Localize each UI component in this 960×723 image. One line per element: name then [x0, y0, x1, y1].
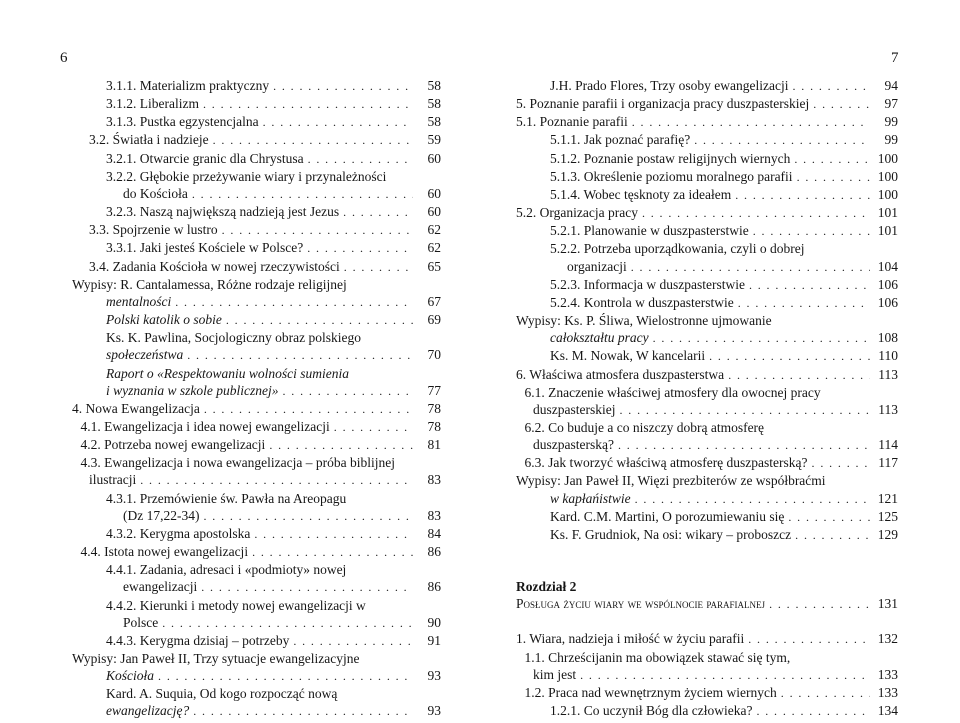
toc-entry [72, 650, 441, 667]
toc-page-number: 83 [427, 472, 441, 488]
toc-entry-title: 4.4.3. Kerygma dzisiaj – potrzeby [106, 632, 290, 648]
toc-entry-title: Polsce [123, 614, 159, 630]
toc-page-number: 84 [427, 525, 441, 541]
spacer [516, 561, 898, 578]
toc-entry [516, 366, 898, 384]
toc-entry [72, 454, 441, 471]
toc-entry [72, 276, 441, 293]
toc-entry-title: Kościoła [106, 668, 155, 684]
toc-entry [72, 203, 441, 221]
toc-page-number: 59 [427, 132, 441, 148]
toc-entry [72, 578, 441, 596]
toc-entry-title: 5.1.1. Jak poznać parafię? [550, 132, 691, 148]
right-page-number: 7 [891, 50, 899, 66]
toc-entry-title: ilustracji [89, 472, 137, 488]
toc-leader-dots [735, 187, 870, 204]
toc-entry-title: 3.1.2. Liberalizm [106, 96, 199, 112]
toc-leader-dots [709, 348, 870, 365]
toc-entry-title: społeczeństwa [106, 347, 184, 363]
toc-page-number: 106 [877, 276, 898, 292]
toc-page-number: 101 [877, 223, 898, 239]
toc-entry-title: 5.1. Poznanie parafii [516, 114, 628, 130]
toc-entry-title: organizacji [567, 258, 627, 274]
toc-entry-title: (Dz 17,22-34) [123, 507, 200, 523]
left-page-number: 6 [60, 50, 68, 66]
toc-leader-dots [226, 312, 413, 329]
toc-leader-dots [158, 668, 413, 685]
toc-entry-title: Polski katolik o sobie [106, 312, 222, 328]
toc-entry [72, 239, 441, 257]
toc-entry [72, 471, 441, 489]
toc-leader-dots [619, 402, 870, 419]
toc-entry [72, 667, 441, 685]
toc-page-number: 113 [878, 401, 898, 417]
toc-page-number: 131 [877, 596, 898, 612]
toc-leader-dots [187, 347, 413, 364]
toc-entry-title: 5.2.2. Potrzeba uporządkowania, czyli o dobrej [550, 241, 805, 257]
toc-page-number: 81 [427, 437, 441, 453]
left-page-toc [72, 77, 441, 721]
toc-entry-title: 3.2.2. Głębokie przeżywanie wiary i przynależności [106, 168, 387, 184]
toc-leader-dots [812, 455, 870, 472]
toc-entry-title: duszpasterską? [533, 437, 614, 453]
toc-leader-dots [343, 204, 413, 221]
toc-leader-dots [797, 169, 870, 186]
toc-leader-dots [334, 419, 413, 436]
toc-leader-dots [728, 367, 870, 384]
toc-entry [516, 454, 898, 472]
toc-entry [72, 400, 441, 418]
toc-entry [516, 168, 898, 186]
toc-entry-title: 1. Wiara, nadzieja i miłość w życiu parafii [516, 631, 745, 647]
toc-entry-title: 4.4. Istota nowej ewangelizacji [80, 544, 249, 560]
toc-page-number: 65 [427, 258, 441, 274]
toc-entry [72, 346, 441, 364]
toc-leader-dots [792, 78, 870, 95]
toc-entry [72, 221, 441, 239]
toc-entry-title: 5.1.4. Wobec tęsknoty za ideałem [550, 186, 732, 202]
toc-entry-title: Posługa życiu wiary we wspólnocie parafialnej [516, 596, 766, 612]
toc-page-number: 99 [884, 114, 898, 130]
toc-entry [516, 95, 898, 113]
toc-leader-dots [204, 401, 413, 418]
toc-entry-title: Kard. C.M. Martini, O porozumiewaniu się [550, 508, 785, 524]
toc-entry [516, 150, 898, 168]
toc-page-number: 62 [427, 240, 441, 256]
toc-entry [72, 614, 441, 632]
toc-page-number: 133 [877, 666, 898, 682]
toc-entry [516, 329, 898, 347]
toc-page-number: 108 [877, 330, 898, 346]
toc-page-number: 101 [877, 205, 898, 221]
toc-entry-title: 3.3.1. Jaki jesteś Kościele w Polsce? [106, 240, 304, 256]
toc-entry-title: mentalności [106, 293, 172, 309]
toc-entry [72, 258, 441, 276]
toc-page-number: 94 [884, 78, 898, 93]
toc-leader-dots [283, 383, 414, 400]
toc-entry [516, 384, 898, 401]
toc-entry-title: Wypisy: Ks. P. Śliwa, Wielostronne ujmowanie [516, 313, 772, 329]
toc-leader-dots [632, 114, 870, 131]
toc-entry-title: w kapłańistwie [550, 490, 631, 506]
toc-leader-dots [635, 491, 870, 508]
toc-leader-dots [254, 526, 413, 543]
toc-leader-dots [222, 222, 413, 239]
toc-leader-dots [140, 472, 413, 489]
toc-entry [516, 419, 898, 436]
toc-entry-title: Ks. K. Pawlina, Socjologiczny obraz polskiego [106, 330, 361, 346]
toc-entry-title: 3.4. Zadania Kościoła w nowej rzeczywistości [89, 258, 340, 274]
toc-page-number: 121 [877, 490, 898, 506]
toc-page-number: 91 [427, 632, 441, 648]
toc-entry [516, 113, 898, 131]
toc-leader-dots [269, 437, 413, 454]
toc-entry-title: 5.2.3. Informacja w duszpasterstwie [550, 276, 745, 292]
toc-leader-dots [203, 508, 413, 525]
toc-leader-dots [781, 685, 870, 702]
toc-page-number: 125 [877, 508, 898, 524]
toc-entry-title: Kard. A. Suquia, Od kogo rozpocząć nową [106, 686, 338, 702]
toc-entry-title: 3.1.1. Materializm praktyczny [106, 78, 270, 93]
toc-leader-dots [308, 151, 413, 168]
toc-entry [72, 525, 441, 543]
toc-leader-dots [642, 205, 870, 222]
toc-leader-dots [580, 667, 870, 684]
toc-page-number: 58 [427, 78, 441, 93]
toc-leader-dots [213, 132, 413, 149]
toc-entry [72, 95, 441, 113]
toc-entry-title: 3.2.1. Otwarcie granic dla Chrystusa [106, 150, 304, 166]
toc-entry [516, 401, 898, 419]
toc-leader-dots [748, 631, 870, 648]
toc-entry [72, 507, 441, 525]
toc-entry [516, 490, 898, 508]
toc-entry-title: 5.2.1. Planowanie w duszpasterstwie [550, 223, 749, 239]
toc-entry-title: 6. Właściwa atmosfera duszpasterstwa [516, 366, 725, 382]
toc-page-number: 106 [877, 294, 898, 310]
toc-entry-title: 3.3. Spojrzenie w lustro [89, 222, 218, 238]
toc-entry [516, 472, 898, 489]
toc-page-number: 100 [877, 168, 898, 184]
toc-entry-title: 5.1.2. Poznanie postaw religijnych wiernych [550, 150, 791, 166]
toc-leader-dots [203, 96, 413, 113]
toc-entry-title: kim jest [533, 666, 577, 682]
toc-entry-title: 4. Nowa Ewangelizacja [72, 400, 200, 416]
toc-entry [72, 436, 441, 454]
toc-leader-dots [653, 330, 870, 347]
toc-page-number: 133 [877, 684, 898, 700]
chapter-title [516, 595, 898, 613]
toc-entry-title: 3.1.3. Pustka egzystencjalna [106, 114, 259, 130]
toc-entry [516, 258, 898, 276]
toc-leader-dots [756, 703, 870, 720]
toc-entry-title: 6.2. Co buduje a co niszczy dobrą atmosferę [524, 419, 765, 435]
toc-entry [72, 561, 441, 578]
toc-leader-dots [193, 703, 413, 720]
toc-entry [72, 185, 441, 203]
toc-entry [72, 168, 441, 185]
toc-entry-title: 6.3. Jak tworzyć właściwą atmosferę duszpasterską? [524, 455, 808, 471]
toc-entry-title: 3.2. Światła i nadzieje [89, 132, 209, 148]
toc-page-number: 62 [427, 222, 441, 238]
toc-entry-title: 6.1. Znaczenie właściwej atmosfery dla owocnej pracy [524, 384, 821, 400]
spacer [516, 544, 898, 561]
toc-entry [72, 382, 441, 400]
toc-entry [72, 490, 441, 507]
toc-page-number: 100 [877, 150, 898, 166]
toc-leader-dots [307, 240, 413, 257]
toc-entry-title: 4.1. Ewangelizacja i idea nowej ewangelizacji [80, 418, 330, 434]
toc-entry [516, 630, 898, 648]
toc-leader-dots [694, 132, 870, 149]
toc-entry-title: 5. Poznanie parafii i organizacja pracy duszpasterskiej [516, 96, 810, 112]
toc-page-number: 129 [877, 526, 898, 542]
toc-entry [516, 77, 898, 95]
toc-entry [516, 702, 898, 720]
toc-leader-dots [769, 596, 870, 613]
toc-page-number: 58 [427, 114, 441, 130]
toc-leader-dots [753, 223, 870, 240]
toc-entry [72, 293, 441, 311]
toc-leader-dots [252, 544, 413, 561]
toc-leader-dots [263, 114, 413, 131]
chapter-heading [516, 578, 898, 595]
toc-entry-title: ewangelizacji [123, 579, 198, 595]
toc-entry [516, 436, 898, 454]
toc-leader-dots [795, 527, 870, 544]
toc-leader-dots [162, 615, 413, 632]
toc-page-number: 77 [427, 382, 441, 398]
toc-page-number: 60 [427, 185, 441, 201]
toc-page-number: 86 [427, 579, 441, 595]
toc-entry-title: całokształtu pracy [550, 330, 649, 346]
toc-entry-title: 1.2. Praca nad wewnętrznym życiem wiernych [524, 684, 777, 700]
toc-entry-title: 5.2. Organizacja pracy [516, 205, 638, 221]
toc-entry [72, 131, 441, 149]
toc-entry-title: Rozdział 2 [516, 579, 577, 595]
toc-page-number: 110 [878, 348, 898, 364]
toc-entry-title: Raport o «Respektowaniu wolności sumienia [106, 365, 349, 381]
toc-entry [516, 294, 898, 312]
toc-entry-title: 5.2.4. Kontrola w duszpasterstwie [550, 294, 734, 310]
toc-entry [516, 312, 898, 329]
toc-page-number: 67 [427, 293, 441, 309]
toc-entry-title: 5.1.3. Określenie poziomu moralnego parafii [550, 168, 793, 184]
toc-page-number: 100 [877, 186, 898, 202]
toc-leader-dots [788, 509, 870, 526]
toc-entry-title: 4.3.1. Przemówienie św. Pawła na Areopagu [106, 490, 347, 506]
toc-leader-dots [192, 186, 413, 203]
toc-page-number: 90 [427, 614, 441, 630]
toc-entry-title: i wyznania w szkole publicznej» [106, 382, 279, 398]
toc-entry-title: Wypisy: Jan Paweł II, Więzi prezbiterów ze współbraćmi [516, 473, 826, 489]
toc-entry [72, 365, 441, 382]
toc-entry-title: Ks. M. Nowak, W kancelarii [550, 348, 706, 364]
toc-page-number: 60 [427, 150, 441, 166]
toc-entry-title: Wypisy: R. Cantalamessa, Różne rodzaje religijnej [72, 276, 347, 292]
toc-entry-title: Wypisy: Jan Paweł II, Trzy sytuacje ewangelizacyjne [72, 651, 360, 666]
toc-entry [72, 702, 441, 720]
toc-entry [516, 204, 898, 222]
toc-entry [72, 543, 441, 561]
toc-entry [72, 329, 441, 346]
toc-page-number: 93 [427, 668, 441, 684]
toc-entry [72, 77, 441, 95]
toc-page-number: 132 [877, 631, 898, 647]
toc-leader-dots [631, 259, 870, 276]
toc-entry [516, 508, 898, 526]
toc-entry [72, 418, 441, 436]
toc-entry [516, 131, 898, 149]
toc-page-number: 99 [884, 132, 898, 148]
toc-page-number: 86 [427, 544, 441, 560]
toc-entry [516, 222, 898, 240]
toc-entry-title: 4.2. Potrzeba nowej ewangelizacji [80, 437, 266, 453]
toc-page-number: 104 [877, 258, 898, 274]
toc-entry [72, 632, 441, 650]
toc-entry-title: 1.1. Chrześcijanin ma obowiązek stawać się tym, [524, 649, 791, 665]
toc-leader-dots [201, 579, 413, 596]
toc-leader-dots [749, 277, 870, 294]
toc-page-number: 134 [877, 703, 898, 718]
toc-leader-dots [175, 294, 413, 311]
toc-leader-dots [273, 78, 413, 95]
toc-leader-dots [738, 295, 870, 312]
toc-entry [516, 276, 898, 294]
toc-page-number: 58 [427, 96, 441, 112]
toc-leader-dots [618, 437, 870, 454]
toc-entry [516, 684, 898, 702]
toc-entry-title: J.H. Prado Flores, Trzy osoby ewangelizacji [550, 78, 789, 93]
toc-entry [72, 597, 441, 614]
toc-entry-title: 4.3.2. Kerygma apostolska [106, 525, 251, 541]
toc-entry-title: 4.3. Ewangelizacja i nowa ewangelizacja – próba biblijnej [80, 455, 395, 471]
toc-page-number: 83 [427, 507, 441, 523]
toc-page-number: 78 [427, 400, 441, 416]
toc-entry-title: ewangelizację? [106, 703, 190, 719]
toc-entry [516, 526, 898, 544]
toc-page-number: 113 [878, 366, 898, 382]
spacer [516, 613, 898, 630]
toc-entry-title: 1.2.1. Co uczynił Bóg dla człowieka? [550, 703, 753, 718]
toc-entry [72, 311, 441, 329]
toc-entry-title: do Kościoła [123, 185, 188, 201]
toc-entry-title: Ks. F. Grudniok, Na osi: wikary – proboszcz [550, 526, 792, 542]
toc-entry [516, 347, 898, 365]
toc-entry [516, 666, 898, 684]
toc-entry-title: duszpasterskiej [533, 401, 616, 417]
toc-page-number: 114 [878, 437, 898, 453]
toc-entry-title: 4.4.1. Zadania, adresaci i «podmioty» nowej [106, 562, 347, 578]
toc-entry [72, 685, 441, 702]
toc-page-number: 60 [427, 204, 441, 220]
toc-leader-dots [344, 259, 413, 276]
toc-page-number: 78 [427, 418, 441, 434]
toc-entry [516, 649, 898, 666]
toc-entry-title: 4.4.2. Kierunki i metody nowej ewangelizacji w [106, 597, 366, 613]
toc-leader-dots [293, 633, 413, 650]
toc-entry-title: 3.2.3. Naszą największą nadzieją jest Jezus [106, 204, 340, 220]
toc-entry [72, 150, 441, 168]
toc-page-number: 117 [878, 455, 898, 471]
toc-page-number: 97 [884, 96, 898, 112]
toc-entry [516, 240, 898, 257]
toc-page-number: 70 [427, 347, 441, 363]
toc-page-number: 93 [427, 703, 441, 719]
toc-entry [516, 186, 898, 204]
toc-page-number: 69 [427, 312, 441, 328]
right-page-toc [516, 77, 898, 720]
toc-leader-dots [794, 151, 870, 168]
toc-leader-dots [813, 96, 870, 113]
toc-entry [72, 113, 441, 131]
